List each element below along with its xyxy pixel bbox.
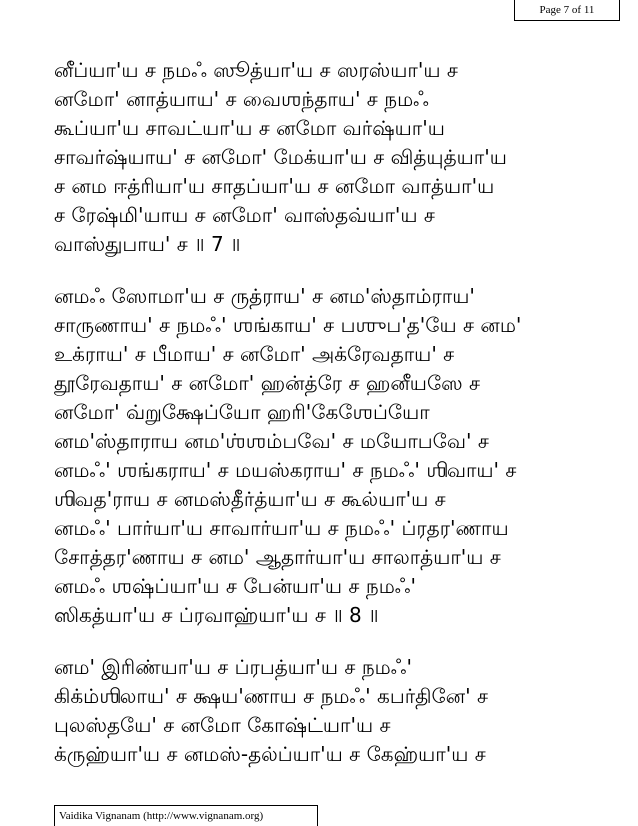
verse-line: சோத்தர'ணாய ச னம' ஆதார்யா'ய சாலாத்யா'ய ச	[54, 545, 501, 569]
stanza-gap	[54, 259, 608, 282]
verse-line: உக்ராய' ச பீமாய' ச னமோ' அக்ரேவதாய' ச	[54, 342, 455, 366]
verse-line: சாருணாய' ச நமஃ' ஶங்காய' ச பஶுப'த'யே ச னம'	[54, 313, 522, 337]
verse-line: ஸிகத்யா'ய ச ப்ரவாஹ்யா'ய ச ॥ 8 ॥	[54, 603, 379, 627]
verse-line: னம'ஸ்தாராய னம'ஶ்ஶம்பவே' ச மயோபவே' ச	[54, 429, 489, 453]
document-body	[54, 56, 608, 769]
verse-line: க்ருஹ்யா'ய ச னமஸ்-தல்ப்யா'ய ச கேஹ்யா'ய ச	[54, 742, 486, 766]
verse-line: ஶிவத'ராய ச னமஸ்தீர்த்யா'ய ச கூல்யா'ய ச	[54, 487, 446, 511]
verse-line: னமஃ ஸோமா'ய ச ருத்ராய' ச னம'ஸ்தாம்ராய'	[54, 284, 475, 308]
verse-line: புலஸ்தயே' ச னமோ கோஷ்ட்யா'ய ச	[54, 713, 391, 737]
verse-line: வாஸ்துபாய' ச ॥ 7 ॥	[54, 232, 241, 256]
source-footer: Vaidika Vignanam (http://www.vignanam.org)	[54, 805, 318, 826]
verse-line: னமோ' னாத்யாய' ச வைஶந்தாய' ச நமஃ	[54, 87, 429, 111]
stanza-8	[54, 282, 608, 630]
stanza-7	[54, 56, 608, 259]
stanza-9	[54, 653, 608, 769]
verse-line: ச னம ஈத்ரியா'ய சாதப்யா'ய ச னமோ வாத்யா'ய	[54, 174, 495, 198]
page-number: Page 7 of 11	[514, 0, 620, 21]
verse-line: கூப்யா'ய சாவட்யா'ய ச னமோ வர்ஷ்யா'ய	[54, 116, 445, 140]
verse-line: ச ரேஷ்மி'யாய ச னமோ' வாஸ்தவ்யா'ய ச	[54, 203, 435, 227]
verse-line: னமஃ' பார்யா'ய சாவார்யா'ய ச நமஃ' ப்ரதர'ணாய	[54, 516, 509, 540]
verse-line: னமஃ ஶஷ்ப்யா'ய ச பேன்யா'ய ச நமஃ'	[54, 574, 416, 598]
verse-line: கிக்ம்ஶிலாய' ச க்ஷய'ணாய ச நமஃ' கபர்தினே' ச	[54, 684, 489, 708]
verse-line: னீப்யா'ய ச நமஃ ஸூத்யா'ய ச ஸரஸ்யா'ய ச	[54, 58, 458, 82]
verse-line: னமோ' வ்றுக்ஷேப்யோ ஹரி'கேஶேப்யோ	[54, 400, 430, 424]
verse-line: சாவர்ஷ்யாய' ச னமோ' மேக்யா'ய ச வித்யுத்யா'ய	[54, 145, 507, 169]
verse-line: தூரேவதாய' ச னமோ' ஹன்த்ரே ச ஹனீயஸே ச	[54, 371, 481, 395]
verse-line: னமஃ' ஶங்கராய' ச மயஸ்கராய' ச நமஃ' ஶிவாய' ச	[54, 458, 517, 482]
verse-line: னம' இரிண்யா'ய ச ப்ரபத்யா'ய ச நமஃ'	[54, 655, 412, 679]
stanza-gap	[54, 630, 608, 653]
